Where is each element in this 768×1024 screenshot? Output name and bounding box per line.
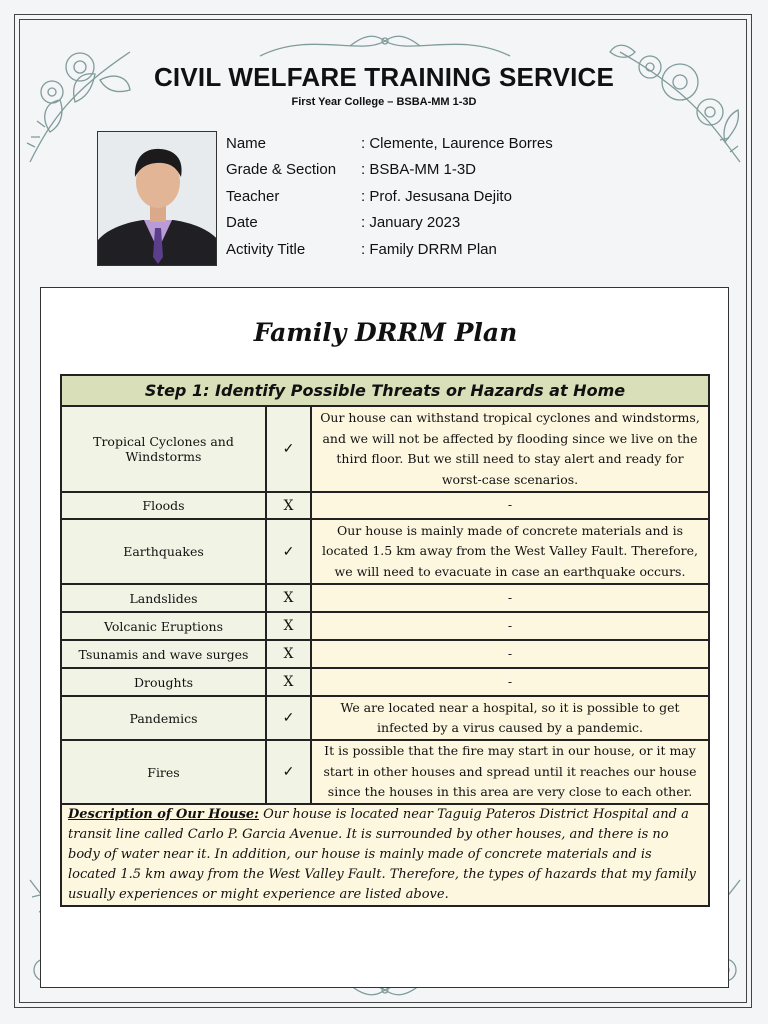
info-row-date (226, 214, 646, 240)
info-row-grade-section (226, 161, 646, 187)
hazard-note: - (311, 492, 709, 519)
hazard-note: Our house is mainly made of concrete materials and is located 1.5 km away from the West Valley Fault. Therefore, we will need to evacuate in case an earthquake occurs. (311, 519, 709, 584)
hazard-name: Earthquakes (61, 519, 266, 584)
hazard-note: - (311, 668, 709, 696)
hazard-mark: X (266, 668, 311, 696)
table-row (61, 640, 709, 668)
hazard-name: Fires (61, 740, 266, 804)
info-label: Teacher (226, 187, 280, 205)
table-header-row (61, 375, 709, 406)
hazard-mark: ✓ (266, 696, 311, 740)
hazard-note: We are located near a hospital, so it is possible to get infected by a virus caused by a pandemic. (311, 696, 709, 740)
table-row (61, 740, 709, 804)
hazard-mark: X (266, 612, 311, 640)
hazard-name: Landslides (61, 584, 266, 612)
hazard-note: - (311, 612, 709, 640)
description-label: Description of Our House: (68, 807, 259, 822)
page-title: CIVIL WELFARE TRAINING SERVICE (153, 62, 615, 92)
page-subtitle: First Year College – BSBA-MM 1-3D (291, 96, 477, 108)
hazard-name: Floods (61, 492, 266, 519)
description-row (61, 804, 709, 906)
hazard-note: It is possible that the fire may start in our house, or it may start in other houses and spread until it reaches our house since the houses in this area are very close to each other. (311, 740, 709, 804)
plan-title: Family DRRM Plan (253, 318, 518, 347)
hazard-mark: ✓ (266, 740, 311, 804)
info-row-teacher (226, 188, 646, 214)
table-row (61, 492, 709, 519)
student-photo (97, 131, 217, 266)
info-label: Activity Title (226, 240, 306, 258)
info-value: : Prof. Jesusana Dejito (361, 187, 512, 205)
hazard-mark: ✓ (266, 406, 311, 492)
hazard-name: Droughts (61, 668, 266, 696)
info-value: : Clemente, Laurence Borres (361, 135, 553, 152)
hazards-table (60, 374, 710, 907)
plan-card (40, 287, 729, 988)
floral-top-center-icon (250, 26, 520, 66)
info-label: Grade & Section (226, 161, 337, 179)
hazard-name: Volcanic Eruptions (61, 612, 266, 640)
step-heading: Step 1: Identify Possible Threats or Hazards at Home (61, 375, 709, 406)
info-label: Name (226, 135, 267, 152)
student-info (226, 135, 646, 267)
info-value: : January 2023 (361, 214, 461, 232)
table-row (61, 406, 709, 492)
table-row (61, 612, 709, 640)
house-description (61, 804, 709, 906)
table-row (61, 696, 709, 740)
hazard-mark: ✓ (266, 519, 311, 584)
hazard-mark: X (266, 640, 311, 668)
hazard-name: Pandemics (61, 696, 266, 740)
description-text: Our house is located near Taguig Pateros District Hospital and a transit line called Carlo P. Garcia Avenue. It is surrounded by other houses, and there is no body of water near it. In addition, our house is mainly made of concrete materials and is located 1.5 km away from the West Valley Fault. Therefore, the types of hazards that my family usually experiences or might experience are listed above. (68, 807, 696, 902)
info-value: : Family DRRM Plan (361, 240, 497, 258)
hazard-mark: X (266, 492, 311, 519)
table-row (61, 519, 709, 584)
info-row-name (226, 135, 646, 161)
hazard-mark: X (266, 584, 311, 612)
info-value: : BSBA-MM 1-3D (361, 161, 477, 179)
hazard-name: Tropical Cyclones and Windstorms (61, 406, 266, 492)
info-row-activity-title (226, 241, 646, 267)
hazard-name: Tsunamis and wave surges (61, 640, 266, 668)
hazard-note: - (311, 584, 709, 612)
info-label: Date (226, 214, 258, 232)
hazard-note: Our house can withstand tropical cyclones and windstorms, and we will not be affected by flooding since we live on the third floor. But we still need to stay alert and ready for worst-case scenarios. (311, 406, 709, 492)
table-row (61, 584, 709, 612)
hazard-note: - (311, 640, 709, 668)
table-row (61, 668, 709, 696)
